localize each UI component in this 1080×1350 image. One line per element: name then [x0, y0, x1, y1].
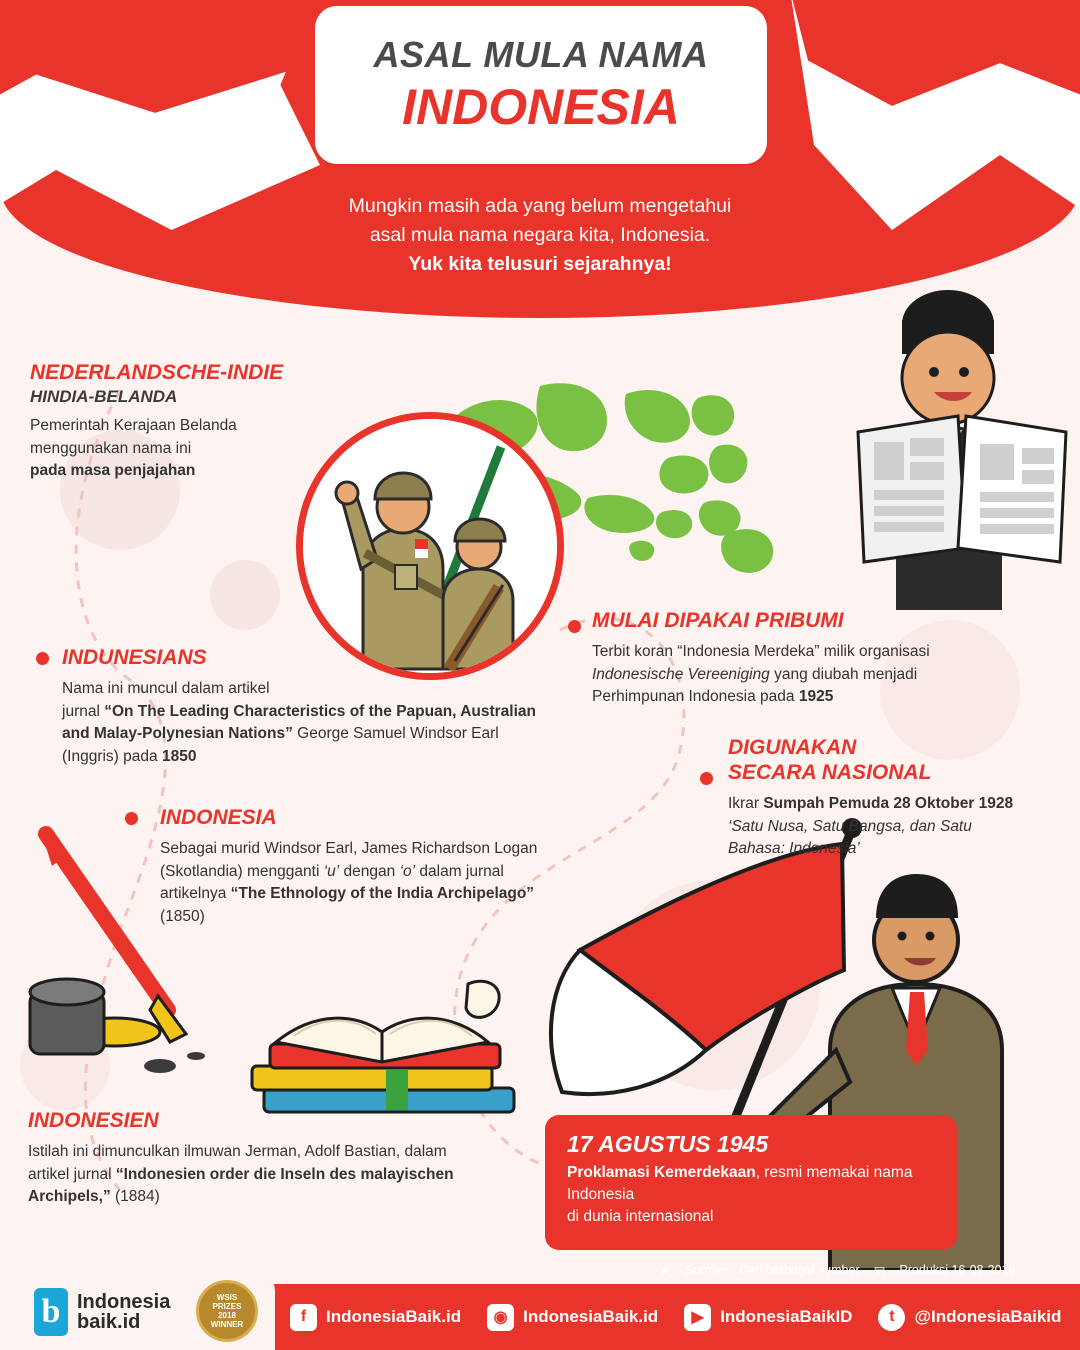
title-card: [315, 6, 767, 164]
award-line2: PRIZES: [212, 1302, 242, 1311]
wsis-award-badge: [196, 1280, 258, 1342]
brand-name: [77, 1292, 170, 1332]
award-line3: 2018: [218, 1311, 236, 1320]
section-body-italic-1: ‘u’: [323, 862, 340, 880]
section-body-bold: 1925: [798, 688, 834, 705]
social-facebook[interactable]: [290, 1304, 461, 1331]
section-body-line1: Pemerintah Kerajaan Belanda: [30, 417, 237, 434]
twitter-icon: t: [878, 1304, 905, 1331]
section-body-line1: Istilah ini dimunculkan ilmuwan Jerman, Adolf Bastian, dalam artikel jurnal: [28, 1143, 447, 1183]
callout-proklamasi: [545, 1115, 957, 1250]
brand-line2: baik.id: [77, 1311, 141, 1333]
award-line1: WSIS: [216, 1293, 238, 1302]
subtitle-cta: Yuk kita telusuri sejarahnya!: [408, 253, 672, 275]
section-body-line1: Ikrar: [728, 795, 764, 812]
brand-letter-icon: b: [34, 1288, 68, 1336]
callout-bold: Proklamasi Kemerdekaan: [567, 1164, 756, 1181]
section-body-line3: dalam jurnal artikelnya: [160, 862, 504, 902]
subtitle: [300, 192, 780, 279]
social-twitter-label: @IndonesiaBaikid: [914, 1307, 1062, 1326]
section-body: [592, 641, 1012, 709]
section-body-italic-1: ‘Satu Nusa, Satu Bangsa, dan Satu Bahasa: Indonesia’: [728, 817, 972, 857]
callout-body: [567, 1162, 935, 1228]
section-body-line2: menggunakan nama ini: [30, 439, 192, 457]
award-line4: WINNER: [210, 1320, 244, 1329]
section-body-line3: George Samuel Windsor Earl (Inggris) pada: [62, 725, 499, 765]
section-title: MULAI DIPAKAI PRIBUMI: [592, 609, 844, 632]
brand-logo[interactable]: [34, 1288, 170, 1336]
social-instagram-label: IndonesiaBaik.id: [523, 1307, 659, 1326]
brand-line1: Indonesia: [77, 1291, 171, 1313]
instagram-icon: ◉: [487, 1304, 514, 1331]
man-reading-newspaper-illustration: [830, 280, 1080, 610]
source-text: Sumber : Dari berbagai sumber: [685, 1263, 860, 1277]
subtitle-line1: Mungkin masih ada yang belum mengetahui: [348, 195, 732, 217]
section-body-line2: (1884): [110, 1188, 160, 1205]
social-twitter[interactable]: [878, 1304, 1061, 1331]
section-nederlandsche-indie: [30, 360, 330, 483]
section-body-line1: Terbit koran “Indonesia Merdeka” milik organisasi: [592, 643, 930, 660]
bullet-dot-indunesians: [36, 652, 49, 665]
section-body-line2: dengan: [339, 862, 400, 880]
bullet-dot-indonesia: [125, 812, 138, 825]
section-body-bold: “Indonesien order die Inseln des malayischen Archipels,”: [28, 1165, 454, 1205]
social-youtube[interactable]: [684, 1304, 852, 1331]
section-mulai-dipakai-pribumi: [592, 608, 1012, 709]
section-body-bold-1: Sumpah Pemuda 28 Oktober 1928: [763, 795, 1014, 812]
subtitle-line2: asal mula nama negara kita, Indonesia.: [369, 224, 711, 246]
section-body: [728, 793, 1028, 861]
source-star-icon: ★: [660, 1263, 672, 1278]
production-date: Produksi 16-08-2018: [899, 1263, 1016, 1277]
youtube-icon: ▶: [684, 1304, 711, 1331]
section-body-line1: Nama ini muncul dalam artikel: [62, 680, 270, 697]
section-title: INDONESIA: [160, 806, 277, 829]
books-illustration: [236, 970, 536, 1130]
bullet-dot-nasional: [700, 772, 713, 785]
social-facebook-label: IndonesiaBaik.id: [326, 1307, 462, 1326]
section-body-line2: jurnal: [62, 702, 105, 720]
facebook-icon: f: [290, 1304, 317, 1331]
section-body: [160, 838, 550, 928]
section-subtitle: HINDIA-BELANDA: [30, 387, 178, 406]
section-body-italic-2: ‘o’: [399, 862, 416, 880]
source-bar: [660, 1258, 1020, 1282]
section-body: [62, 678, 542, 768]
social-instagram[interactable]: [487, 1304, 658, 1331]
section-body-bold-1: “On The Leading Characteristics of the Papuan, Australian and Malay-Polynesian Nations”: [62, 702, 537, 742]
section-title: INDUNESIANS: [62, 646, 207, 669]
section-body-bold: “The Ethnology of the India Archipelago”: [230, 885, 535, 902]
page-title-line1: ASAL MULA NAMA: [373, 34, 709, 75]
section-body: [28, 1141, 483, 1209]
section-body-line1: Sebagai murid Windsor Earl, James Richardson Logan (Skotlandia) mengganti: [160, 840, 538, 880]
callout-line1: , resmi memakai nama Indonesia: [567, 1164, 913, 1203]
section-title-line2: SECARA NASIONAL: [728, 761, 932, 784]
section-title: INDONESIEN: [28, 1109, 159, 1132]
section-body-line2: yang diubah menjadi Perhimpunan Indonesia pada: [592, 665, 918, 705]
page-title-line2: INDONESIA: [402, 79, 680, 135]
callout-title: 17 AGUSTUS 1945: [567, 1131, 769, 1157]
callout-line2: di dunia internasional: [567, 1208, 714, 1225]
calendar-icon: ▤: [873, 1263, 886, 1278]
section-digunakan-secara-nasional: [728, 735, 1028, 861]
section-indonesien: [28, 1108, 483, 1209]
section-body-bold-2: 1850: [161, 747, 197, 765]
social-youtube-label: IndonesiaBaikID: [720, 1307, 853, 1326]
section-body-bold: pada masa penjajahan: [30, 462, 196, 479]
bullet-dot-pribumi: [568, 620, 581, 633]
section-body-italic-1: Indonesische Vereeniging: [592, 665, 770, 683]
section-indonesia: [160, 805, 550, 928]
soldiers-illustration: [296, 412, 564, 680]
section-indunesians: [62, 645, 542, 768]
social-links: [290, 1288, 1062, 1346]
section-title-line1: DIGUNAKAN: [728, 736, 857, 759]
section-title: NEDERLANDSCHE-INDIE: [30, 361, 284, 384]
section-body-line4: (1850): [160, 907, 205, 925]
section-body: [30, 415, 330, 483]
